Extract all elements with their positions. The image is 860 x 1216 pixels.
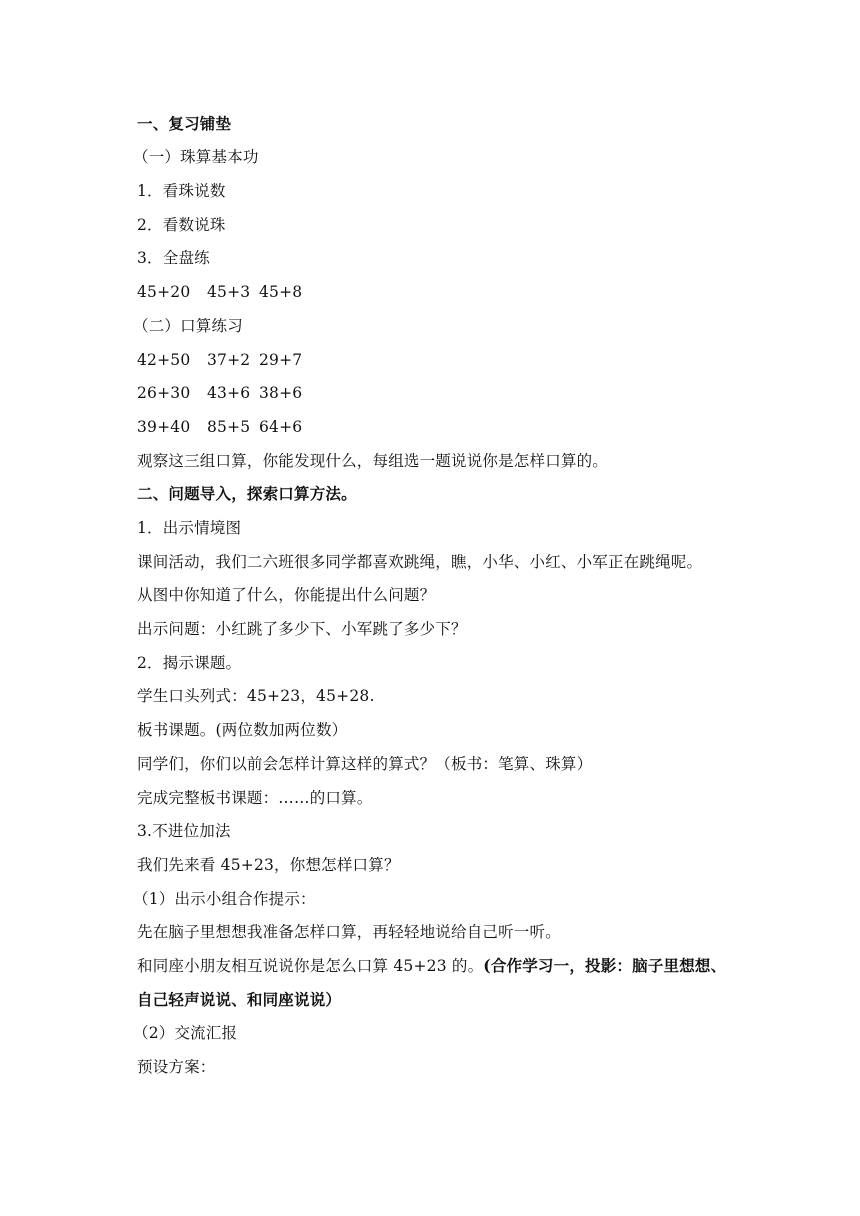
exercise-cell: 64+6 (259, 418, 303, 436)
paragraph-emphasis: (合作学习一，投影：脑子里想想、 (483, 956, 727, 975)
section1-heading: 一、复习铺垫 (137, 114, 232, 133)
paragraph: （2）交流汇报 (133, 1024, 238, 1042)
subsection-abacus-basics: （一）珠算基本功 (133, 148, 259, 166)
exercise-cell: 45+3 (207, 283, 251, 301)
paragraph: 课间活动，我们二六班很多同学都喜欢跳绳，瞧，小华、小红、小军正在跳绳呢。 (137, 553, 703, 571)
exercise-cell: 29+7 (259, 351, 303, 369)
exercise-cell: 43+6 (207, 384, 251, 402)
paragraph: 同学们，你们以前会怎样计算这样的算式？（板书：笔算、珠算） (137, 755, 593, 773)
paragraph: 学生口头列式：45+23，45+28. (137, 687, 375, 705)
paragraph: 完成完整板书课题：……的口算。 (137, 789, 373, 807)
paragraph (137, 955, 726, 977)
paragraph-emphasis: 自己轻声说说、和同座说说） (137, 990, 342, 1009)
paragraph: （1）出示小组合作提示： (133, 890, 316, 908)
list-item: 1．看珠说数 (137, 182, 226, 200)
list-item: 2．揭示课题。 (137, 654, 242, 672)
exercise-cell: 42+50 (137, 351, 191, 369)
exercise-row (137, 416, 302, 438)
paragraph: 出示问题：小红跳了多少下、小军跳了多少下？ (137, 620, 467, 638)
list-item: 2．看数说珠 (137, 216, 226, 234)
exercise-row (137, 281, 302, 303)
paragraph: 观察这三组口算，你能发现什么，每组选一题说说你是怎样口算的。 (137, 452, 609, 470)
exercise-cell: 85+5 (207, 418, 251, 436)
paragraph: 我们先来看 45+23，你想怎样口算？ (137, 856, 400, 874)
exercise-cell: 38+6 (259, 384, 303, 402)
subsection-mental-practice: （二）口算练习 (133, 317, 243, 335)
exercise-cell: 26+30 (137, 384, 191, 402)
paragraph: 从图中你知道了什么，你能提出什么问题？ (137, 586, 436, 604)
exercise-cell: 45+8 (259, 283, 303, 301)
exercise-row (137, 382, 302, 404)
exercise-row (137, 349, 302, 371)
paragraph-text: 和同座小朋友相互说说你是怎么口算 45+23 的。 (137, 957, 484, 975)
list-item: 3．全盘练 (137, 249, 210, 267)
list-item: 3.不进位加法 (137, 822, 231, 840)
exercise-cell: 37+2 (207, 351, 251, 369)
paragraph: 预设方案： (137, 1058, 216, 1076)
exercise-cell: 39+40 (137, 418, 191, 436)
exercise-cell: 45+20 (137, 283, 191, 301)
paragraph: 先在脑子里想想我准备怎样口算，再轻轻地说给自己听一听。 (137, 923, 561, 941)
list-item: 1．出示情境图 (137, 519, 242, 537)
paragraph: 板书课题。(两位数加两位数） (137, 721, 348, 739)
section2-heading: 二、问题导入，探索口算方法。 (137, 484, 357, 503)
